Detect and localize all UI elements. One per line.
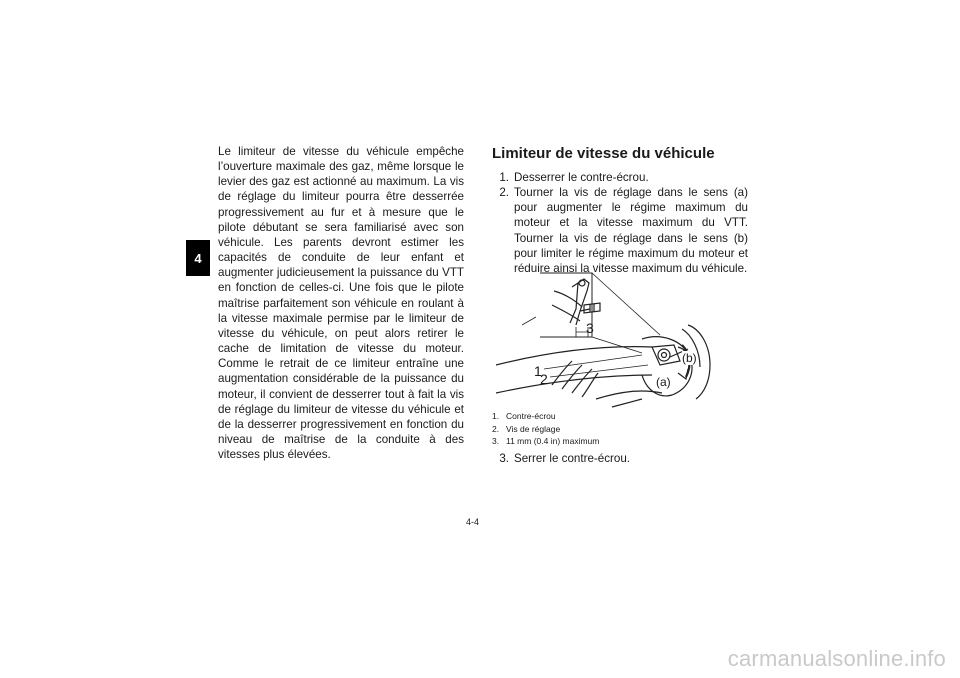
step-text: Tourner la vis de réglage dans le sens (a) pour augmenter le régime maximum du moteur et la vitesse maximum du VTT. Tourner la vis de réglage dans le sens (b) pour limiter le régime maximum du moteur et réduire ainsi la vitesse maximum du véhicule. xyxy=(514,186,748,275)
step-text: Serrer le contre-écrou. xyxy=(514,452,630,465)
chapter-tab: 4 xyxy=(186,240,210,276)
caption-number: 2. xyxy=(492,423,500,434)
caption-text: Vis de réglage xyxy=(506,423,561,434)
step-item xyxy=(492,170,748,185)
page-number: 4-4 xyxy=(466,517,480,527)
callout-2: 2 xyxy=(540,371,548,387)
caption-number: 1. xyxy=(492,411,500,421)
callout-a: (a) xyxy=(656,375,671,389)
step-item xyxy=(492,451,630,466)
figure-captions xyxy=(492,410,599,448)
callout-1: 1 xyxy=(534,363,542,379)
caption-text: 11 mm (0.4 in) maximum xyxy=(506,436,600,446)
right-column xyxy=(492,144,748,276)
caption-item xyxy=(492,410,599,423)
caption-item xyxy=(492,435,599,448)
caption-number: 3. xyxy=(492,436,500,446)
throttle-illustration xyxy=(492,265,718,410)
step-number: 2. xyxy=(499,186,509,200)
step-text: Desserrer le contre-écrou. xyxy=(514,171,649,184)
caption-item xyxy=(492,423,599,436)
step-item xyxy=(492,185,748,276)
body-paragraph: Le limiteur de vitesse du véhicule empêche l’ouverture maximale des gaz, même lorsque le levier des gaz est actionné au maximum. La vis de réglage du limiteur pourra être desserrée progressivement au fur et à mesure que le pilote débutant se sera familiarisé avec son véhicule. Les parents devront estimer les capacités de conduite de leur enfant et augmenter judicieusement la puissance du VTT en fonction de celles-ci. Une fois que le pilote maîtrise parfaitement son véhicule en roulant à la vitesse maximale permise par le limiteur de vitesse du véhicule, on peut alors retirer le cache de limitation de vitesse du moteur. Comme le retrait de ce limiteur entraîne une augmentation considérable de la puissance du moteur, il convient de desserrer tout à fait la vis de réglage du limiteur de vitesse du véhicule et de la desserrer progressivement en fonction du niveau de maîtrise de la conduite à des vitesses plus élevées. xyxy=(218,145,464,462)
step-number: 3. xyxy=(499,452,509,465)
throttle-drawing xyxy=(492,265,718,410)
steps-list xyxy=(492,170,748,276)
watermark: carmanualsonline.info xyxy=(727,646,946,671)
callout-3: 3 xyxy=(586,320,594,336)
section-title: Limiteur de vitesse du véhicule xyxy=(492,145,715,162)
caption-text: Contre-écrou xyxy=(506,411,556,421)
callout-b: (b) xyxy=(682,351,697,365)
step-number: 1. xyxy=(499,171,509,184)
